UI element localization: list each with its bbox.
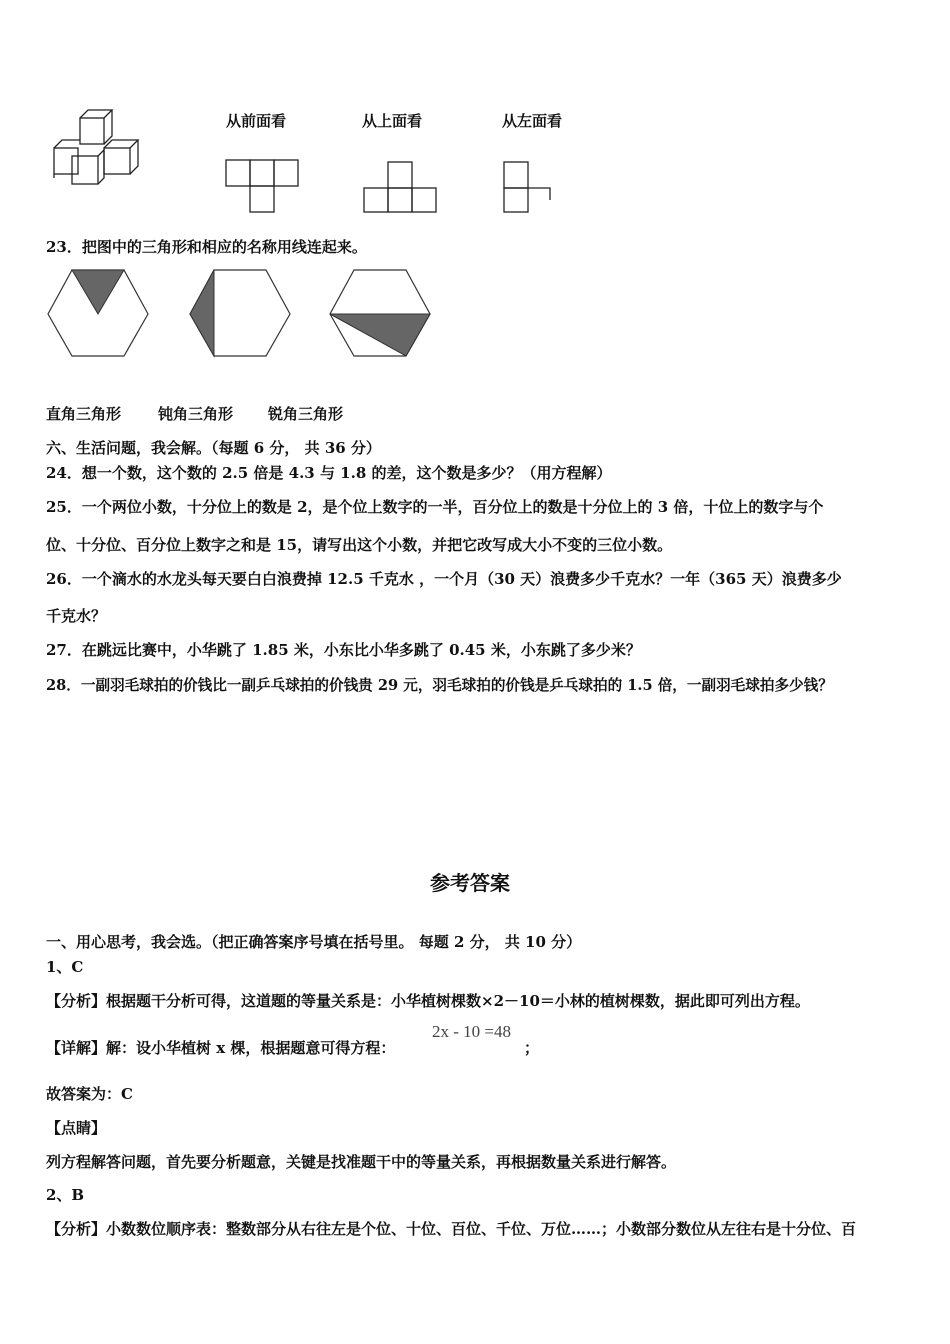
triangle-name-acute: 锐角三角形 xyxy=(268,405,344,423)
question-27: 27．在跳远比赛中，小华跳了 1.85 米，小东比小华多跳了 0.45 米，小东跳了多少米？ xyxy=(46,641,641,659)
question-26-line-1: 26．一个滴水的水龙头每天要白白浪费掉 12.5 千克水 ，一个月（30 天）浪费多少千克水？一年（365 天）浪费多少 xyxy=(46,570,842,588)
question-28: 28．一副羽毛球拍的价钱比一副乒乓球拍的价钱贵 29 元，羽毛球拍的价钱是乒乓球拍的 1.5 倍，一副羽毛球拍多少钱？ xyxy=(46,677,833,694)
question-25-line-2: 位、十分位、百分位上数字之和是 15，请写出这个小数，并把它改写成大小不变的三位小数。 xyxy=(46,536,673,554)
answers-section-1-heading: 一、用心思考，我会选。（把正确答案序号填在括号里。 每题 2 分， 共 10 分） xyxy=(46,933,582,951)
answer-1-analysis: 【分析】根据题干分析可得，这道题的等量关系是：小华植树棵数×2－10＝小林的植树棵数，据此即可列出方程。 xyxy=(46,992,810,1010)
question-26-line-2: 千克水？ xyxy=(46,607,107,625)
answer-1-equation: 2x - 10 =48 xyxy=(432,1022,511,1041)
answer-2-label: 2、B xyxy=(46,1186,85,1204)
cube-stack-figure xyxy=(48,106,152,188)
left-view-figure xyxy=(502,160,554,214)
answers-title: 参考答案 xyxy=(430,871,510,895)
left-view-label: 从左面看 xyxy=(502,112,563,130)
question-23: 23．把图中的三角形和相应的名称用线连起来。 xyxy=(46,238,367,256)
hexagon-triangle-1 xyxy=(46,268,150,360)
answer-1-point: 列方程解答问题，首先要分析题意，关键是找准题干中的等量关系，再根据数量关系进行解答。 xyxy=(46,1153,677,1171)
answer-1-label: 1、C xyxy=(46,958,84,976)
hexagon-triangle-2 xyxy=(188,268,292,360)
answer-1-final: 故答案为：C xyxy=(46,1085,133,1103)
front-view-figure xyxy=(224,158,300,214)
section-6-heading: 六、生活问题，我会解。（每题 6 分， 共 36 分） xyxy=(46,439,381,457)
answer-1-point-label: 【点睛】 xyxy=(46,1119,107,1137)
answer-1-semicolon: ； xyxy=(524,1039,540,1057)
question-24: 24．想一个数，这个数的 2.5 倍是 4.3 与 1.8 的差，这个数是多少？（用方程解） xyxy=(46,464,612,482)
hexagon-triangle-3 xyxy=(328,268,432,360)
triangle-name-obtuse: 钝角三角形 xyxy=(158,405,234,423)
triangle-name-right: 直角三角形 xyxy=(46,405,122,423)
top-view-figure xyxy=(362,160,438,214)
answer-1-detail: 【详解】解：设小华植树 x 棵，根据题意可得方程： xyxy=(46,1039,396,1057)
question-25-line-1: 25．一个两位小数，十分位上的数是 2，是个位上数字的一半，百分位上的数是十分位上的 3 倍，十位上的数字与个 xyxy=(46,498,824,516)
front-view-label: 从前面看 xyxy=(226,112,287,130)
top-view-label: 从上面看 xyxy=(362,112,423,130)
answer-2-analysis: 【分析】小数数位顺序表：整数部分从右往左是个位、十位、百位、千位、万位……；小数部分数位从左往右是十分位、百 xyxy=(46,1220,857,1238)
